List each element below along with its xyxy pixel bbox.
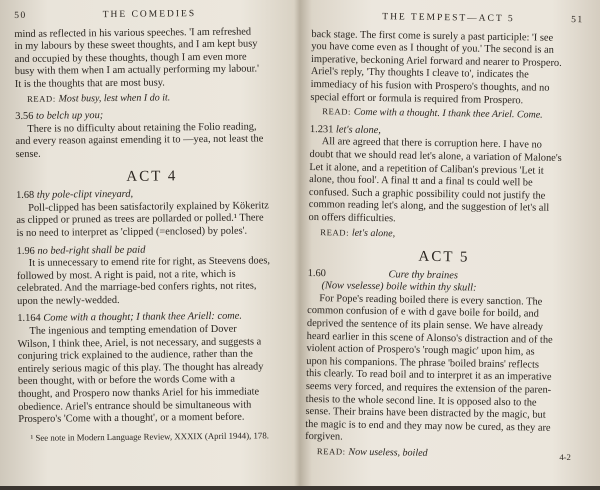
text-line: confused. Such a graphic possibility could not justify the <box>308 186 546 202</box>
read-line <box>308 225 580 243</box>
text-line: All are agreed that there is corruption here. I have no <box>321 136 542 151</box>
text-line: and every reason against emending it to —yea, not least the <box>15 133 264 148</box>
read-text: Now useless, boiled <box>348 446 428 459</box>
text-line: thesis to the whole second line. It is opposed also to the <box>305 393 537 409</box>
text-line: thought, and Prospero now thanks Ariel for his immediate <box>18 386 260 401</box>
text-line: this clearly. To read boil and to interpret it as an imperative <box>306 368 552 384</box>
text-line: heard earlier in this scene of Alonso's distraction and of the <box>306 330 553 346</box>
text-line: sense. <box>15 148 41 160</box>
act-heading: ACT 4 <box>126 167 178 185</box>
text-line: alone, thou fool'. A final tt and a final ts could well be <box>309 174 533 189</box>
note-body <box>308 136 581 228</box>
text-line: There is no difficulty about retaining the Folio reading, <box>27 121 257 135</box>
text-line: Ariel's reply, 'Thy thoughts I cleave to', indicates the <box>310 66 529 81</box>
read-label: READ: <box>26 93 56 104</box>
note-lemma: Come with a thought; I thank thee Ariell: come. <box>43 311 243 325</box>
text-line: deprived the sentence of its plain sense. We have already <box>306 318 544 333</box>
right-page-number: 51 <box>571 15 584 26</box>
note-ref: 1.96 <box>16 245 35 257</box>
text-line: is no need to interpret as 'clipped (=enclosed) by poles'. <box>16 225 248 239</box>
text-line: special effort or formula is required from Prospero. <box>310 91 524 106</box>
right-page <box>304 0 584 490</box>
read-label: READ: <box>316 446 346 457</box>
note-body <box>16 200 288 241</box>
text-line: doubt that we should read let's alone, a variation of Malone's <box>309 148 562 164</box>
text-line: For Pope's reading boiled there is every sanction. The <box>319 293 543 308</box>
right-running-title: THE TEMPEST—ACT 5 <box>382 12 515 25</box>
note-lemma: Cure thy braines <box>388 268 459 282</box>
text-line: Prospero's 'Come with a thought', or a moment before. <box>18 411 245 426</box>
left-top-paragraph <box>14 26 287 92</box>
text-line: upon his companions. The phrase 'boiled brains' reflects <box>306 355 540 371</box>
text-line: mind as reflected in his various speeches. 'I am refreshed <box>14 26 252 40</box>
text-line: as clipped or pruned as trees are pollarded or polled.¹ There <box>16 212 264 227</box>
right-top-paragraph <box>310 29 583 109</box>
signature-mark: 4-2 <box>559 452 571 463</box>
right-running-head <box>312 10 584 27</box>
text-line: on offers difficulties. <box>308 211 396 225</box>
text-line: obedience. Ariel's entrance should be simultaneous with <box>18 399 252 413</box>
text-line: busy with them when I am actually performing my labour.' <box>14 63 260 78</box>
note-body <box>17 255 290 308</box>
note-lemma: to belch up you; <box>35 110 104 122</box>
text-line: you have come even as I thought of you.' The second is an <box>311 41 554 56</box>
text-line: It is the thoughts that are most busy. <box>14 77 165 90</box>
note-ref: 1.231 <box>309 123 334 136</box>
text-line: been thought, with or before the words Come with a <box>17 374 236 388</box>
text-line: conjuring trick explained to the audience, rather than the <box>17 348 253 363</box>
read-text: let's alone, <box>351 227 396 239</box>
note-ref: 1.164 <box>17 313 41 325</box>
note-body <box>305 293 579 448</box>
text-line: common confusion of e with d gave boile for boild, and <box>307 305 539 321</box>
text-line: imperative, beckoning Ariel forward and nearer to Prospero. <box>310 53 562 69</box>
note-lemma: no bed-right shall be paid <box>37 244 146 257</box>
note-ref: 1.68 <box>15 189 35 202</box>
read-line <box>310 105 582 123</box>
text-line: in my labours by these sweet thoughts, and I am kept busy <box>14 38 258 53</box>
text-line: Poll-clipped has been satisfactorily explained by Kökeritz <box>28 200 269 214</box>
text-line: upon the newly-wedded. <box>17 294 120 307</box>
read-text: Most busy, lest when I do it. <box>58 91 171 105</box>
left-page <box>14 0 291 486</box>
text-line: It is unnecessary to emend rite for right, as Steevens does, <box>28 255 271 269</box>
left-page-number: 50 <box>14 10 27 21</box>
text-line: immediacy of his fusion with Prospero's thoughts, and no <box>310 78 550 94</box>
left-running-title: THE COMEDIES <box>102 9 197 21</box>
text-line: forgiven. <box>305 431 343 443</box>
text-line: Wilson, I think thee, Ariel, is not necessary, and suggests a <box>17 336 262 350</box>
text-line: followed by most. A right is paid, not a rite, which is <box>16 268 236 282</box>
text-line: violent action of Prospero's 'rough magic' upon him, as <box>306 343 535 358</box>
read-line <box>15 90 287 106</box>
act-heading: ACT 5 <box>418 248 470 266</box>
note-ref: 1.60 <box>307 267 326 279</box>
note-lemma: let's alone, <box>335 124 381 136</box>
read-label: READ: <box>322 106 352 117</box>
text-line: the magic is to end and they may now be cured, as they are <box>305 418 551 434</box>
footnote: ¹ See note in Modern Language Review, XXXIX (April 1944), 178. <box>30 430 269 443</box>
read-label: READ: <box>320 226 350 238</box>
read-text: Come with a thought. I thank thee Ariel. Come. <box>353 106 543 121</box>
text-line: celebrated. And the marriage-bed confers rights, not rites, <box>16 280 257 295</box>
text-line: sense. Their brains have been distracted by the magic, but <box>305 406 546 421</box>
text-line: back stage. The first come is surely a past participle: 'I see <box>311 28 554 44</box>
text-line: common reading let's along, and the suggestion of let's all <box>308 199 550 215</box>
text-line: and occupied by these thoughts, though I am even more <box>14 51 247 65</box>
note-lemma-continued: (Now vselesse) boile within thy skull: <box>321 280 477 294</box>
left-running-head <box>14 7 286 22</box>
text-line: entirely serious magic of this play. The thought has already <box>17 361 264 375</box>
note-body <box>15 121 287 162</box>
note-body <box>17 323 290 427</box>
text-line: Let it alone, and a repetition of Caliban's previous 'Let it <box>309 161 544 177</box>
read-line <box>305 445 577 463</box>
text-line: The ingenious and tempting emendation of Dover <box>29 323 237 337</box>
text-line: seems very forced, and requires the extension of the paren- <box>305 380 552 396</box>
note-lemma: thy pole-clipt vineyard, <box>36 188 134 201</box>
note-ref: 3.56 <box>15 110 34 123</box>
